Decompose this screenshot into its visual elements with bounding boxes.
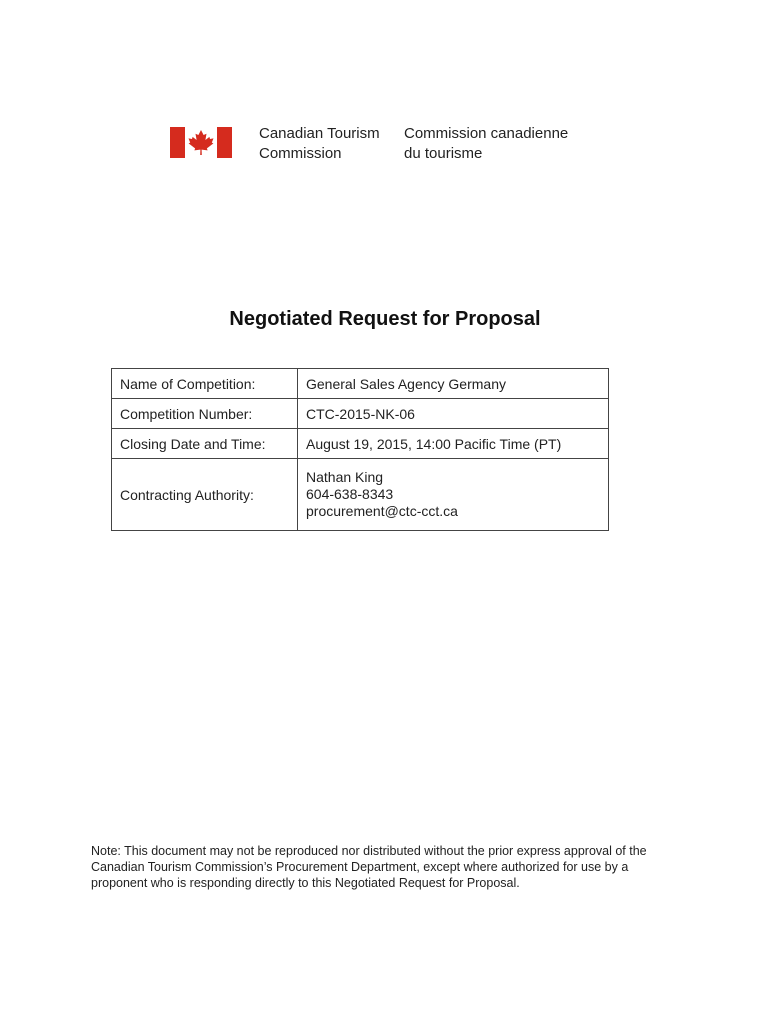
closing-date-label: Closing Date and Time: [112,429,298,459]
organization-name-french-line: du tourisme [404,145,483,162]
competition-details-table [111,368,609,531]
note-line: Note: This document may not be reproduced nor distributed without the prior express approval of the [91,844,647,858]
contact-phone: 604-638-8343 [306,486,394,502]
contracting-authority-value [298,459,609,531]
table-row [112,369,609,399]
competition-name-label: Name of Competition: [112,369,298,399]
closing-date-value: August 19, 2015, 14:00 Pacific Time (PT) [298,429,609,459]
contact-name: Nathan King [306,469,384,485]
table-row [112,429,609,459]
table-row [112,459,609,531]
canadian-flag-icon [170,127,232,158]
organization-name-english-line: Canadian Tourism [259,125,380,142]
document-title: Negotiated Request for Proposal [229,308,541,330]
note-line: proponent who is responding directly to this Negotiated Request for Proposal. [91,876,520,890]
organization-logo [170,124,590,164]
table-row [112,399,609,429]
note-line: Canadian Tourism Commission’s Procurement Department, except where authorized for use by a [91,860,629,874]
organization-name-french [404,124,568,164]
organization-name-french-line: Commission canadienne [404,125,569,142]
contact-email: procurement@ctc-cct.ca [306,503,458,519]
organization-name-english [259,124,380,164]
competition-number-value: CTC-2015-NK-06 [298,399,609,429]
competition-name-value: General Sales Agency Germany [298,369,609,399]
competition-number-label: Competition Number: [112,399,298,429]
distribution-note [91,843,671,891]
organization-name-english-line: Commission [259,145,342,162]
contracting-authority-label: Contracting Authority: [112,459,298,531]
